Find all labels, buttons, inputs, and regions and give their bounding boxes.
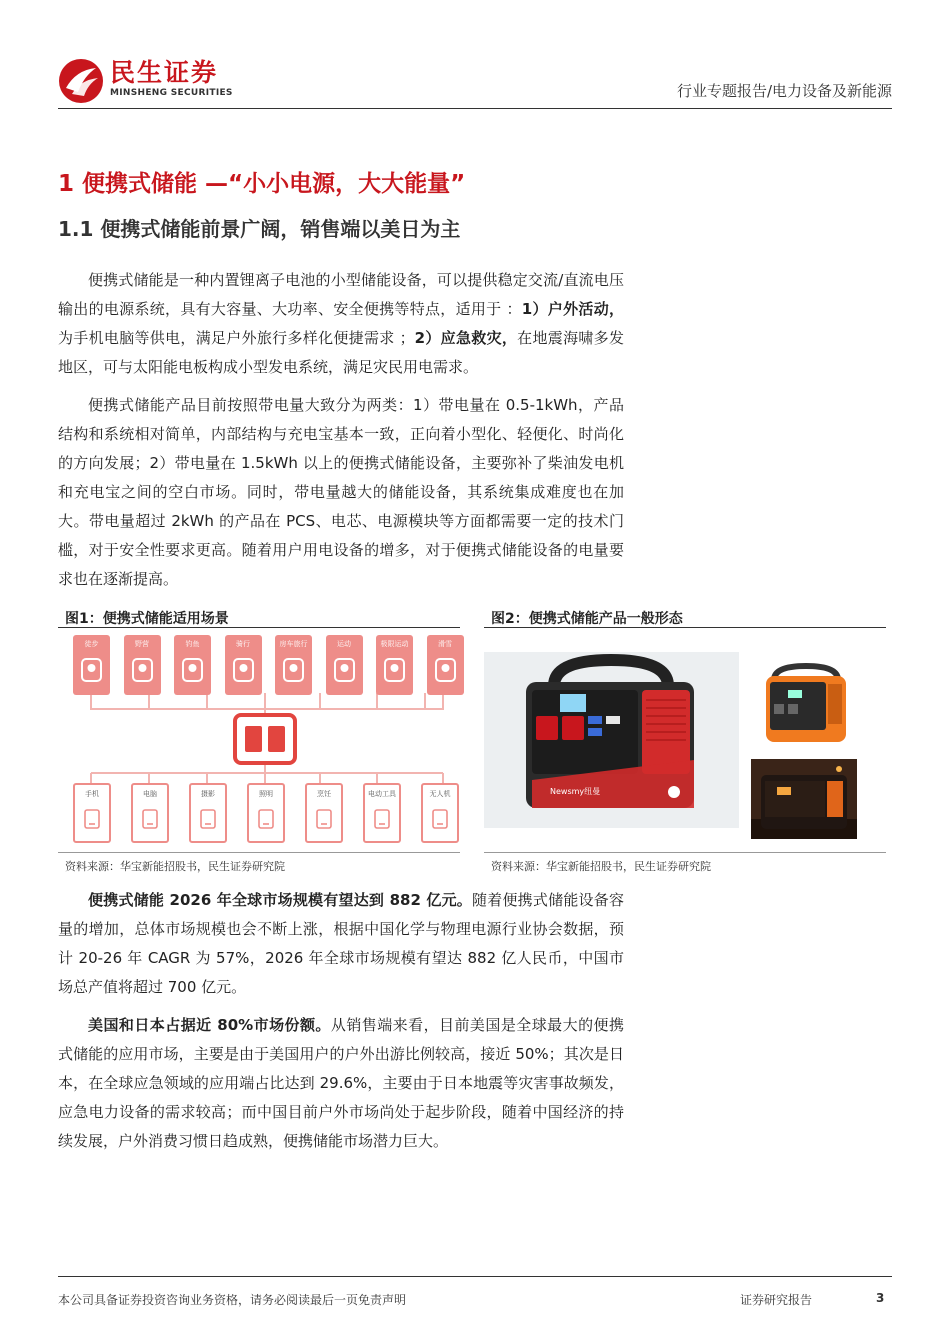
device-label: 电脑 — [143, 790, 157, 798]
device-label: 摄影 — [201, 790, 215, 798]
device-pictogram-icon — [314, 807, 334, 831]
scene-pictogram-icon — [333, 657, 356, 683]
scene-pictogram-icon — [131, 657, 154, 683]
paragraph-3: 便携式储能 2026 年全球市场规模有望达到 882 亿元。随着便携式储能设备容量的增加，总体市场规模也会不断上涨，根据中国化学与物理电源行业协会数据，预计 20-26 年 CAGR 为 57%，2026 年全球市场规模有望达 882 亿人民币，中国市场总产值将超过 700 亿元。 — [58, 891, 624, 996]
scene-label: 运动 — [337, 640, 351, 648]
page-number: 3 — [876, 1291, 885, 1305]
scene-pictogram-icon — [434, 657, 457, 683]
power-station-main-photo — [484, 652, 739, 828]
scene-card — [174, 635, 211, 695]
device-card — [305, 783, 343, 843]
device-card — [131, 783, 169, 843]
device-pictogram-icon — [140, 807, 160, 831]
scene-card — [73, 635, 110, 695]
device-pictogram-icon — [198, 807, 218, 831]
header-divider — [58, 108, 892, 109]
scene-pictogram-icon — [383, 657, 406, 683]
device-pictogram-icon — [256, 807, 276, 831]
device-label: 手机 — [85, 790, 99, 798]
scene-label: 钓鱼 — [185, 640, 200, 648]
scene-card — [275, 635, 312, 695]
scene-card — [124, 635, 161, 695]
device-label: 无人机 — [429, 790, 451, 798]
figure-1-top-rule — [58, 627, 460, 628]
product-brand-label: Newsmy纽曼 — [550, 787, 601, 796]
figure-1-scene-diagram — [65, 633, 461, 845]
device-pictogram-icon — [82, 807, 102, 831]
figure-1-title: 图1：便携式储能适用场景 — [65, 611, 229, 627]
figure-1-bottom-rule — [58, 852, 460, 853]
figure-2-top-rule — [484, 627, 886, 628]
minsheng-logo-icon — [58, 58, 104, 104]
device-pictogram-icon — [372, 807, 392, 831]
scene-pictogram-icon — [282, 657, 305, 683]
figure-1-source: 资料来源：华宝新能招股书，民生证券研究院 — [65, 860, 285, 873]
scene-card — [427, 635, 464, 695]
scene-card — [376, 635, 413, 695]
scene-pictogram-icon — [232, 657, 255, 683]
footer-divider — [58, 1276, 892, 1277]
footer-disclaimer: 本公司具备证券投资咨询业务资格，请务必阅读最后一页免责声明 — [58, 1293, 407, 1307]
paragraph-2: 便携式储能产品目前按照带电量大致分为两类：1）带电量在 0.5-1kWh，产品结构和系统相对简单，内部结构与充电宝基本一致，正向着小型化、轻便化、时尚化的方向发展；2）带电量在 1.5kWh 以上的便携式储能设备，主要弥补了柴油发电机和充电宝之间的空白市场。同时，带电量越大的储能设备，其系统集成难度也在加大。带电量超过 2kWh 的产品在 PCS、电芯、电源模块等方面都需要一定的技术门槛，对于安全性要求更高。随着用户用电设备的增多，对于便携式储能设备的电量要求也在逐渐提高。 — [58, 396, 624, 588]
scene-label: 骑行 — [236, 640, 250, 648]
device-label: 烹饪 — [317, 790, 331, 798]
figure-2-source: 资料来源：华宝新能招股书，民生证券研究院 — [491, 860, 711, 873]
section-1-title: 1 便携式储能 —“小小电源，大大能量” — [58, 171, 466, 197]
figure-2-bottom-rule — [484, 852, 886, 853]
device-label: 照明 — [259, 790, 273, 798]
logo-chinese-name: 民生证券 — [110, 58, 219, 87]
section-1-1-title: 1.1 便携式储能前景广阔，销售端以美日为主 — [58, 217, 461, 241]
scene-card — [225, 635, 262, 695]
device-card — [363, 783, 401, 843]
paragraph-4: 美国和日本占据近 80%市场份额。从销售端来看，目前美国是全球最大的便携式储能的应用市场，主要是由于美国用户的户外出游比例较高，接近 50%；其次是日本，在全球应急领域的应用端占比达到 29.6%，主要由于日本地震等灾害事故频发，应急电力设备的需求较高；而中国目前户外市场尚处于起步阶段，随着中国经济的持续发展，户外消费习惯日趋成熟，便携储能市场潜力巨大。 — [58, 1016, 624, 1150]
device-card — [421, 783, 459, 843]
report-category: 行业专题报告/电力设备及新能源 — [676, 82, 892, 100]
scene-label: 野营 — [135, 640, 149, 648]
device-card — [73, 783, 111, 843]
device-pictogram-icon — [430, 807, 450, 831]
logo-english-name: MINSHENG SECURITIES — [110, 88, 233, 98]
scene-pictogram-icon — [80, 657, 103, 683]
scene-label: 房车旅行 — [279, 640, 308, 648]
scene-label: 徒步 — [84, 640, 99, 648]
scene-label: 极限运动 — [380, 640, 409, 648]
device-label: 电动工具 — [368, 790, 396, 798]
power-station-night-photo — [751, 759, 857, 839]
scene-card — [326, 635, 363, 695]
footer-doc-type: 证券研究报告 — [740, 1293, 813, 1307]
device-card — [247, 783, 285, 843]
scene-label: 滑雪 — [438, 640, 452, 648]
paragraph-1: 便携式储能是一种内置锂离子电池的小型储能设备，可以提供稳定交流/直流电压输出的电源系统，具有大容量、大功率、安全便携等特点，适用于 ：1）户外活动，为手机电脑等供电，满足户外旅行多样化便捷需求 ；2）应急救灾，在地震海啸多发地区，可与太阳能电板构成小型发电系统，满足灾民用电需求。 — [58, 271, 624, 376]
figure-2-title: 图2：便携式储能产品一般形态 — [491, 611, 683, 627]
power-station-orange-photo — [758, 662, 854, 748]
device-card — [189, 783, 227, 843]
scene-pictogram-icon — [181, 657, 204, 683]
